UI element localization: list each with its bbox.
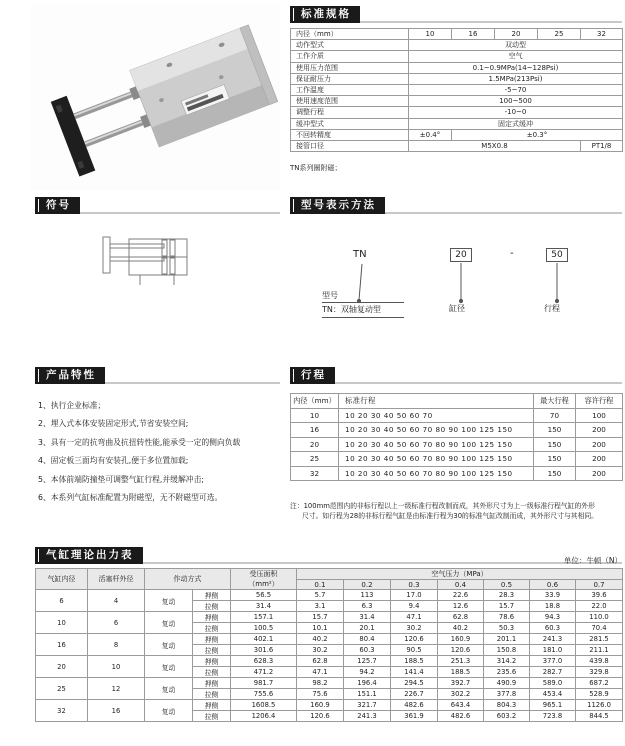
force-rod: 12 bbox=[88, 678, 145, 700]
stroke-cell: 16 bbox=[291, 423, 339, 438]
force-rod: 6 bbox=[88, 612, 145, 634]
force-value: 235.6 bbox=[484, 667, 530, 678]
stroke-cell: 200 bbox=[576, 423, 623, 438]
pneumatic-symbol bbox=[92, 230, 212, 292]
force-value: 150.8 bbox=[484, 645, 530, 656]
force-value: 603.2 bbox=[484, 711, 530, 722]
specs-row bbox=[291, 96, 623, 107]
specs-header-row bbox=[291, 29, 623, 40]
specs-header-bore: 32 bbox=[581, 29, 623, 40]
specs-row-label: 工作温度 bbox=[291, 84, 409, 95]
force-value: 723.8 bbox=[530, 711, 576, 722]
feature-item: 2、埋入式本体安装固定形式,节省安装空间; bbox=[38, 419, 189, 429]
force-side: 拉侧 bbox=[193, 667, 231, 678]
force-action: 复动 bbox=[145, 590, 193, 612]
stroke-row bbox=[291, 423, 623, 438]
stroke-row bbox=[291, 466, 623, 481]
force-value: 151.1 bbox=[344, 689, 391, 700]
force-value: 10.1 bbox=[297, 623, 344, 634]
force-value: 80.4 bbox=[344, 634, 391, 645]
force-value: 160.9 bbox=[297, 700, 344, 711]
force-data-row bbox=[36, 612, 623, 623]
force-side: 拉侧 bbox=[193, 601, 231, 612]
force-value: 40.2 bbox=[297, 634, 344, 645]
specs-header-bore: 10 bbox=[409, 29, 452, 40]
force-value: 196.4 bbox=[344, 678, 391, 689]
force-h-action: 作动方式 bbox=[145, 569, 231, 590]
force-h-bore: 气缸内径 bbox=[36, 569, 88, 590]
force-value: 50.3 bbox=[484, 623, 530, 634]
specs-row-label: 使用压力范围 bbox=[291, 62, 409, 73]
feature-item: 4、固定板三面均有安装孔,便于多位置加载; bbox=[38, 456, 189, 466]
force-value: 120.6 bbox=[297, 711, 344, 722]
specs-row bbox=[291, 118, 623, 129]
force-rod: 10 bbox=[88, 656, 145, 678]
force-value: 94.2 bbox=[344, 667, 391, 678]
stroke-label: 行程 bbox=[544, 304, 560, 313]
stroke-table bbox=[290, 393, 623, 481]
force-value: 39.6 bbox=[576, 590, 623, 601]
stroke-cell: 10 20 30 40 50 60 70 80 90 100 125 150 bbox=[339, 452, 534, 467]
force-area: 1608.5 bbox=[231, 700, 297, 711]
features-list bbox=[38, 397, 240, 507]
specs-row-label: 保证耐压力 bbox=[291, 73, 409, 84]
force-value: 28.3 bbox=[484, 590, 530, 601]
force-value: 965.1 bbox=[530, 700, 576, 711]
force-value: 1126.0 bbox=[576, 700, 623, 711]
force-side: 拉侧 bbox=[193, 645, 231, 656]
stroke-cell: 150 bbox=[534, 423, 576, 438]
force-pressure-value: 0.5 bbox=[484, 580, 530, 590]
stroke-cell: 200 bbox=[576, 466, 623, 481]
force-data-row bbox=[36, 590, 623, 601]
stroke-header-cell: 容许行程 bbox=[576, 394, 623, 409]
force-value: 60.3 bbox=[530, 623, 576, 634]
force-value: 281.5 bbox=[576, 634, 623, 645]
force-area: 402.1 bbox=[231, 634, 297, 645]
force-header-row-1 bbox=[36, 569, 623, 580]
force-value: 377.8 bbox=[484, 689, 530, 700]
symbol-end-plate bbox=[103, 237, 110, 273]
force-action: 复动 bbox=[145, 656, 193, 678]
force-value: 125.7 bbox=[344, 656, 391, 667]
force-area: 157.1 bbox=[231, 612, 297, 623]
force-value: 321.7 bbox=[344, 700, 391, 711]
specs-value: ±0.3° bbox=[452, 129, 623, 140]
force-side: 押侧 bbox=[193, 634, 231, 645]
force-value: 31.4 bbox=[344, 612, 391, 623]
specs-value: 100~500 bbox=[409, 96, 623, 107]
stroke-cell: 10 bbox=[291, 408, 339, 423]
force-data-row bbox=[36, 656, 623, 667]
force-value: 120.6 bbox=[391, 634, 438, 645]
force-pressure-value: 0.1 bbox=[297, 580, 344, 590]
features-section-title: 产品特性 bbox=[35, 367, 105, 384]
force-side: 拉侧 bbox=[193, 623, 231, 634]
force-value: 30.2 bbox=[391, 623, 438, 634]
specs-row-label: 使用速度范围 bbox=[291, 96, 409, 107]
force-value: 15.7 bbox=[484, 601, 530, 612]
force-value: 188.5 bbox=[438, 667, 484, 678]
specs-header-label: 内径（mm） bbox=[291, 29, 409, 40]
stroke-cell: 20 bbox=[291, 437, 339, 452]
stroke-note-line1: 注：100mm范围内的非标行程以上一级标准行程改制而成，其外形尺寸为上一级标准行程气缸的外形 bbox=[290, 502, 595, 510]
specs-row bbox=[291, 73, 623, 84]
force-pressure-value: 0.3 bbox=[391, 580, 438, 590]
specs-section-title: 标准规格 bbox=[290, 6, 360, 23]
stroke-cell: 100 bbox=[576, 408, 623, 423]
model-section-title: 型号表示方法 bbox=[290, 197, 385, 214]
stroke-header-cell: 最大行程 bbox=[534, 394, 576, 409]
force-bore: 20 bbox=[36, 656, 88, 678]
specs-value: PT1/8 bbox=[581, 140, 623, 151]
force-value: 643.4 bbox=[438, 700, 484, 711]
stroke-cell: 10 20 30 40 50 60 70 80 90 100 125 150 bbox=[339, 466, 534, 481]
specs-value: -5~70 bbox=[409, 84, 623, 95]
specs-value: M5X0.8 bbox=[409, 140, 581, 151]
specs-row-label: 不回转精度 bbox=[291, 129, 409, 140]
stroke-note-line2: 尺寸。如行程为28的非标行程气缸是由标准行程为30的标准气缸改制而成，其外形尺寸与其相同。 bbox=[302, 512, 598, 520]
force-value: 12.6 bbox=[438, 601, 484, 612]
model-stroke-box: 50 bbox=[546, 248, 568, 262]
specs-row-label: 动作型式 bbox=[291, 40, 409, 51]
force-area: 628.3 bbox=[231, 656, 297, 667]
force-data-row bbox=[36, 634, 623, 645]
force-rod: 4 bbox=[88, 590, 145, 612]
force-pressure-value: 0.6 bbox=[530, 580, 576, 590]
force-value: 226.7 bbox=[391, 689, 438, 700]
force-pressure-value: 0.7 bbox=[576, 580, 623, 590]
force-table bbox=[35, 568, 623, 722]
force-value: 6.3 bbox=[344, 601, 391, 612]
model-prefix: TN bbox=[353, 249, 367, 260]
force-data-row bbox=[36, 700, 623, 711]
force-value: 5.7 bbox=[297, 590, 344, 601]
specs-row bbox=[291, 140, 623, 151]
stroke-cell: 25 bbox=[291, 452, 339, 467]
force-value: 181.0 bbox=[530, 645, 576, 656]
force-rod: 16 bbox=[88, 700, 145, 722]
force-value: 329.8 bbox=[576, 667, 623, 678]
force-area: 31.4 bbox=[231, 601, 297, 612]
force-bore: 32 bbox=[36, 700, 88, 722]
model-bore-box: 20 bbox=[450, 248, 472, 262]
specs-row bbox=[291, 84, 623, 95]
force-value: 78.6 bbox=[484, 612, 530, 623]
specs-value: 0.1~0.9MPa(14~128Psi) bbox=[409, 62, 623, 73]
force-area: 981.7 bbox=[231, 678, 297, 689]
force-bore: 16 bbox=[36, 634, 88, 656]
force-value: 251.3 bbox=[438, 656, 484, 667]
force-area: 755.6 bbox=[231, 689, 297, 700]
model-desc: TN：双轴复动型 bbox=[322, 304, 404, 318]
force-value: 110.0 bbox=[576, 612, 623, 623]
force-value: 22.0 bbox=[576, 601, 623, 612]
force-value: 160.9 bbox=[438, 634, 484, 645]
feature-item: 6、本系列气缸标准配置为附磁型，无不附磁型可选。 bbox=[38, 493, 223, 503]
force-value: 113 bbox=[344, 590, 391, 601]
force-value: 30.2 bbox=[297, 645, 344, 656]
force-h-pressure: 空气压力（MPa） bbox=[297, 569, 623, 580]
force-value: 687.2 bbox=[576, 678, 623, 689]
force-value: 804.3 bbox=[484, 700, 530, 711]
force-value: 47.1 bbox=[391, 612, 438, 623]
force-area: 56.5 bbox=[231, 590, 297, 601]
force-action: 复动 bbox=[145, 678, 193, 700]
stroke-cell: 10 20 30 40 50 60 70 80 90 100 125 150 bbox=[339, 423, 534, 438]
stroke-row bbox=[291, 437, 623, 452]
force-value: 241.3 bbox=[344, 711, 391, 722]
force-bore: 6 bbox=[36, 590, 88, 612]
specs-table bbox=[290, 28, 623, 152]
specs-row-label: 缓冲型式 bbox=[291, 118, 409, 129]
stroke-section-rule bbox=[290, 382, 622, 384]
specs-row bbox=[291, 62, 623, 73]
specs-row bbox=[291, 129, 623, 140]
force-value: 47.1 bbox=[297, 667, 344, 678]
stroke-cell: 200 bbox=[576, 452, 623, 467]
force-value: 439.8 bbox=[576, 656, 623, 667]
force-value: 18.8 bbox=[530, 601, 576, 612]
force-value: 188.5 bbox=[391, 656, 438, 667]
specs-note: TN系列圈附磁； bbox=[290, 164, 342, 172]
force-value: 15.7 bbox=[297, 612, 344, 623]
force-h-rod: 活塞杆外径 bbox=[88, 569, 145, 590]
force-value: 377.0 bbox=[530, 656, 576, 667]
force-value: 294.5 bbox=[391, 678, 438, 689]
stroke-header-cell: 内径（mm） bbox=[291, 394, 339, 409]
force-value: 120.6 bbox=[438, 645, 484, 656]
symbol-rod-bottom bbox=[110, 257, 164, 261]
force-value: 98.2 bbox=[297, 678, 344, 689]
force-value: 302.2 bbox=[438, 689, 484, 700]
force-value: 90.5 bbox=[391, 645, 438, 656]
force-side: 押侧 bbox=[193, 700, 231, 711]
feature-item: 5、本体前端防撞垫可调整气缸行程,并缓解冲击; bbox=[38, 474, 205, 484]
force-value: 62.8 bbox=[297, 656, 344, 667]
stroke-row bbox=[291, 452, 623, 467]
force-value: 361.9 bbox=[391, 711, 438, 722]
stroke-cell: 10 20 30 40 50 60 70 80 90 100 125 150 bbox=[339, 437, 534, 452]
model-label: 型号 bbox=[322, 290, 404, 303]
force-action: 复动 bbox=[145, 700, 193, 722]
specs-value: 双动型 bbox=[409, 40, 623, 51]
model-dash: - bbox=[510, 248, 514, 259]
force-value: 22.6 bbox=[438, 590, 484, 601]
stroke-header-cell: 标准行程 bbox=[339, 394, 534, 409]
stroke-header-row bbox=[291, 394, 623, 409]
force-value: 490.9 bbox=[484, 678, 530, 689]
force-area: 100.5 bbox=[231, 623, 297, 634]
force-value: 241.3 bbox=[530, 634, 576, 645]
specs-row-label: 调整行程 bbox=[291, 107, 409, 118]
force-pressure-value: 0.4 bbox=[438, 580, 484, 590]
bore-label: 缸径 bbox=[449, 304, 465, 313]
specs-row bbox=[291, 107, 623, 118]
stroke-cell: 10 20 30 40 50 60 70 bbox=[339, 408, 534, 423]
stroke-cell: 150 bbox=[534, 437, 576, 452]
stroke-row bbox=[291, 408, 623, 423]
force-value: 17.0 bbox=[391, 590, 438, 601]
force-value: 141.4 bbox=[391, 667, 438, 678]
symbol-rod-top bbox=[110, 244, 164, 248]
specs-row bbox=[291, 51, 623, 62]
force-value: 33.9 bbox=[530, 590, 576, 601]
specs-value: 1.5MPa(213Psi) bbox=[409, 73, 623, 84]
force-value: 482.6 bbox=[391, 700, 438, 711]
specs-value: 空气 bbox=[409, 51, 623, 62]
force-side: 押侧 bbox=[193, 590, 231, 601]
force-value: 62.8 bbox=[438, 612, 484, 623]
specs-value: 固定式缓冲 bbox=[409, 118, 623, 129]
force-value: 94.3 bbox=[530, 612, 576, 623]
force-action: 复动 bbox=[145, 612, 193, 634]
force-action: 复动 bbox=[145, 634, 193, 656]
feature-item: 3、具有一定的抗弯曲及抗扭转性能,能承受一定的侧向负载 bbox=[38, 437, 241, 447]
force-bore: 25 bbox=[36, 678, 88, 700]
stroke-cell: 150 bbox=[534, 466, 576, 481]
stroke-section-title: 行程 bbox=[290, 367, 335, 384]
specs-row bbox=[291, 40, 623, 51]
force-bore: 10 bbox=[36, 612, 88, 634]
force-data-row bbox=[36, 678, 623, 689]
force-side: 押侧 bbox=[193, 612, 231, 623]
specs-value: ±0.4° bbox=[409, 129, 452, 140]
stroke-cell: 150 bbox=[534, 452, 576, 467]
force-area: 301.6 bbox=[231, 645, 297, 656]
force-side: 拉侧 bbox=[193, 689, 231, 700]
feature-item: 1、执行企业标准； bbox=[38, 401, 106, 410]
force-value: 60.3 bbox=[344, 645, 391, 656]
specs-header-bore: 16 bbox=[452, 29, 495, 40]
force-section-title: 气缸理论出力表 bbox=[35, 547, 143, 564]
specs-header-bore: 20 bbox=[495, 29, 538, 40]
force-value: 201.1 bbox=[484, 634, 530, 645]
force-value: 20.1 bbox=[344, 623, 391, 634]
specs-value: -10~0 bbox=[409, 107, 623, 118]
stroke-cell: 200 bbox=[576, 437, 623, 452]
force-value: 3.1 bbox=[297, 601, 344, 612]
force-unit-label: 单位：牛顿（N） bbox=[563, 556, 622, 565]
force-value: 211.1 bbox=[576, 645, 623, 656]
force-rod: 8 bbox=[88, 634, 145, 656]
specs-row-label: 工作介质 bbox=[291, 51, 409, 62]
stroke-cell: 70 bbox=[534, 408, 576, 423]
force-value: 589.0 bbox=[530, 678, 576, 689]
force-side: 押侧 bbox=[193, 656, 231, 667]
force-value: 844.5 bbox=[576, 711, 623, 722]
force-value: 482.6 bbox=[438, 711, 484, 722]
force-value: 392.7 bbox=[438, 678, 484, 689]
force-side: 拉侧 bbox=[193, 711, 231, 722]
force-value: 314.2 bbox=[484, 656, 530, 667]
force-area: 471.2 bbox=[231, 667, 297, 678]
force-side: 押侧 bbox=[193, 678, 231, 689]
force-pressure-value: 0.2 bbox=[344, 580, 391, 590]
specs-row-label: 接管口径 bbox=[291, 140, 409, 151]
specs-header-bore: 25 bbox=[538, 29, 581, 40]
force-value: 70.4 bbox=[576, 623, 623, 634]
force-value: 282.7 bbox=[530, 667, 576, 678]
force-area: 1206.4 bbox=[231, 711, 297, 722]
stroke-cell: 32 bbox=[291, 466, 339, 481]
symbol-section-title: 符号 bbox=[35, 197, 80, 214]
force-value: 9.4 bbox=[391, 601, 438, 612]
force-h-area: 受压面积 （mm²） bbox=[231, 569, 297, 590]
force-value: 528.9 bbox=[576, 689, 623, 700]
product-photo-illustration bbox=[30, 5, 280, 190]
force-value: 40.2 bbox=[438, 623, 484, 634]
force-value: 75.6 bbox=[297, 689, 344, 700]
force-value: 453.4 bbox=[530, 689, 576, 700]
